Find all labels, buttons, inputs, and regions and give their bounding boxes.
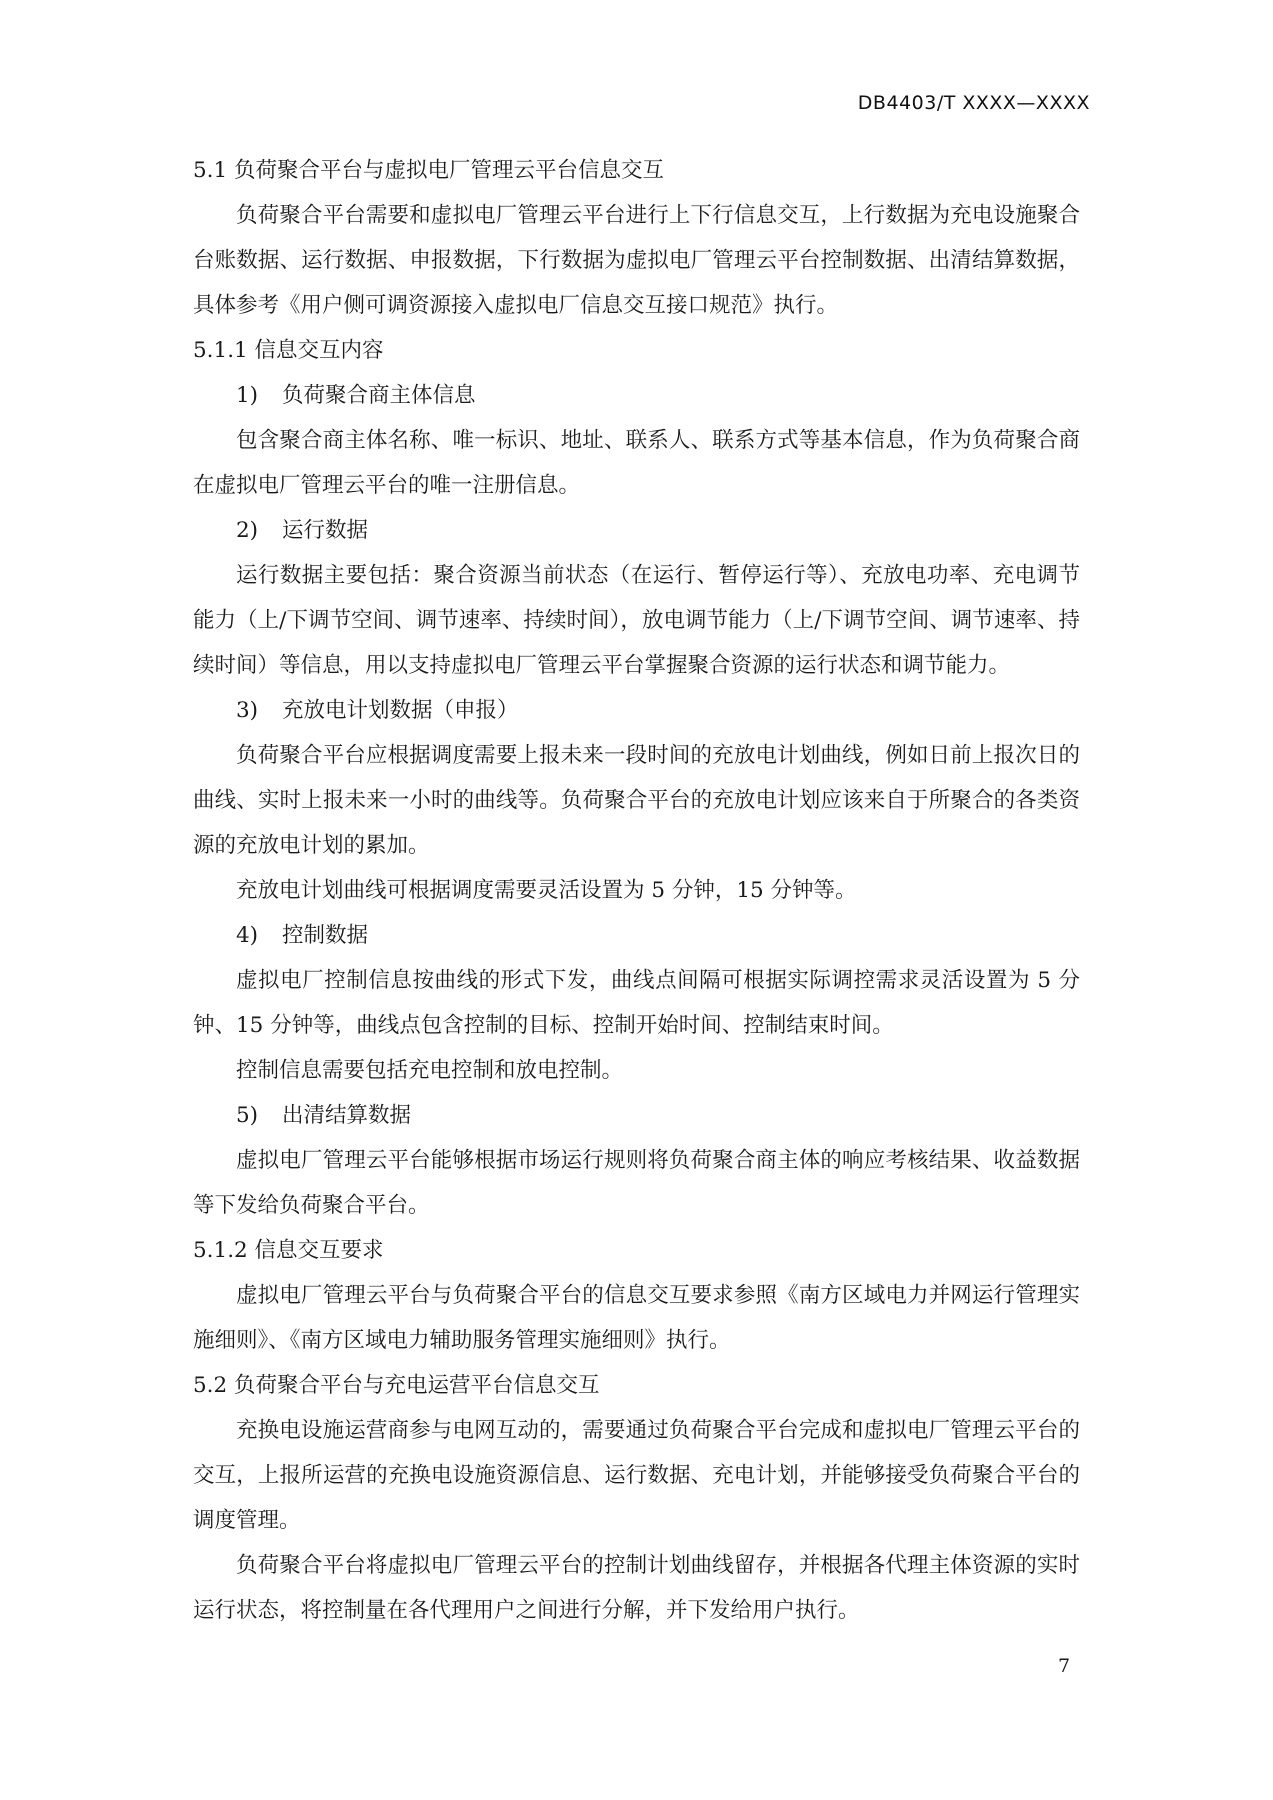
section-5-2-title: 5.2 负荷聚合平台与充电运营平台信息交互 — [193, 1373, 600, 1398]
list-item-3-paragraph-2: 充放电计划曲线可根据调度需要灵活设置为 5 分钟，15 分钟等。 — [236, 878, 857, 903]
list-item-3-paragraph: 负荷聚合平台应根据调度需要上报未来一段时间的充放电计划曲线，例如日前上报次日的曲线、实时上报未来一小时的曲线等。负荷聚合平台的充放电计划应该来自于所聚合的各类资源的充放电计划的累加。 — [193, 743, 1080, 858]
section-5-2-paragraph-1: 充换电设施运营商参与电网互动的，需要通过负荷聚合平台完成和虚拟电厂管理云平台的交互，上报所运营的充换电设施资源信息、运行数据、充电计划，并能够接受负荷聚合平台的调度管理。 — [193, 1418, 1080, 1533]
document-body — [193, 148, 1080, 1633]
list-item-1-number: 1) — [236, 383, 259, 408]
list-item-4-number: 4) — [236, 923, 259, 948]
list-item-4-paragraph-2: 控制信息需要包括充电控制和放电控制。 — [236, 1058, 624, 1083]
page-number: 7 — [1058, 1655, 1071, 1677]
list-item-3-number: 3) — [236, 698, 259, 723]
list-item-2 — [193, 508, 1080, 553]
list-item-3 — [193, 688, 1080, 733]
list-item-1-label: 负荷聚合商主体信息 — [282, 383, 476, 408]
section-5-1-title: 5.1 负荷聚合平台与虚拟电厂管理云平台信息交互 — [193, 158, 665, 183]
list-item-4-label: 控制数据 — [282, 923, 369, 948]
list-item-1 — [193, 373, 1080, 418]
list-item-5-number: 5) — [236, 1103, 259, 1128]
section-5-1-1-title: 5.1.1 信息交互内容 — [193, 338, 384, 363]
section-5-1-paragraph: 负荷聚合平台需要和虚拟电厂管理云平台进行上下行信息交互，上行数据为充电设施聚合台账数据、运行数据、申报数据，下行数据为虚拟电厂管理云平台控制数据、出清结算数据，具体参考《用户侧可调资源接入虚拟电厂信息交互接口规范》执行。 — [193, 203, 1080, 318]
section-5-1-2-paragraph: 虚拟电厂管理云平台与负荷聚合平台的信息交互要求参照《南方区域电力并网运行管理实施细则》、《南方区域电力辅助服务管理实施细则》执行。 — [193, 1283, 1080, 1353]
list-item-5-label: 出清结算数据 — [282, 1103, 412, 1128]
list-item-3-label: 充放电计划数据（申报） — [282, 698, 519, 723]
list-item-5-paragraph: 虚拟电厂管理云平台能够根据市场运行规则将负荷聚合商主体的响应考核结果、收益数据等下发给负荷聚合平台。 — [193, 1148, 1080, 1218]
list-item-4-paragraph: 虚拟电厂控制信息按曲线的形式下发，曲线点间隔可根据实际调控需求灵活设置为 5 分钟、15 分钟等，曲线点包含控制的目标、控制开始时间、控制结束时间。 — [193, 968, 1080, 1038]
list-item-2-number: 2) — [236, 518, 259, 543]
list-item-2-paragraph: 运行数据主要包括：聚合资源当前状态（在运行、暂停运行等）、充放电功率、充电调节能力（上/下调节空间、调节速率、持续时间），放电调节能力（上/下调节空间、调节速率、持续时间）等信息，用以支持虚拟电厂管理云平台掌握聚合资源的运行状态和调节能力。 — [193, 563, 1080, 678]
list-item-5 — [193, 1093, 1080, 1138]
list-item-4 — [193, 913, 1080, 958]
list-item-2-label: 运行数据 — [282, 518, 369, 543]
list-item-1-paragraph: 包含聚合商主体名称、唯一标识、地址、联系人、联系方式等基本信息，作为负荷聚合商在虚拟电厂管理云平台的唯一注册信息。 — [193, 428, 1080, 498]
section-5-2-paragraph-2: 负荷聚合平台将虚拟电厂管理云平台的控制计划曲线留存，并根据各代理主体资源的实时运行状态，将控制量在各代理用户之间进行分解，并下发给用户执行。 — [193, 1553, 1080, 1623]
document-code: DB4403/T XXXX—XXXX — [857, 92, 1090, 114]
section-5-1-2-title: 5.1.2 信息交互要求 — [193, 1238, 384, 1263]
